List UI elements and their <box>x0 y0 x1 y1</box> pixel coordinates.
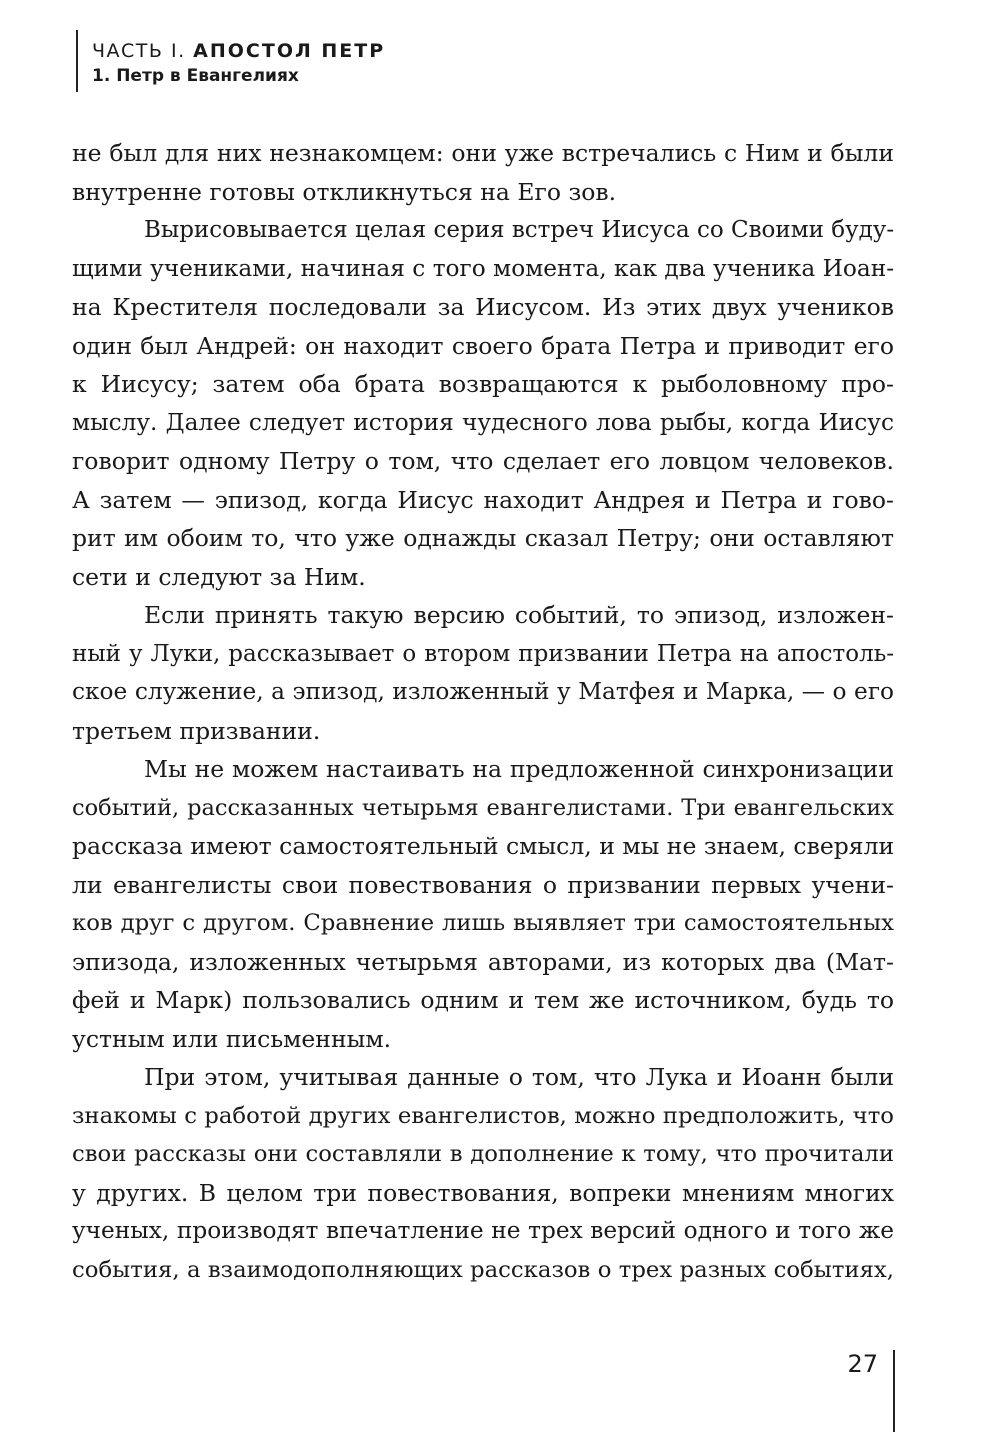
text-line: Если принять такую версию событий, то эпизод, изложен- <box>144 601 894 629</box>
text-line: ков друг с другом. Сравнение лишь выявляет три самостоятельных <box>72 910 894 936</box>
text-line: события, а взаимодополняющих рассказов о трех разных событиях, <box>72 1256 894 1283</box>
text-line: щими учениками, начиная с того момента, как два ученика Иоан- <box>72 254 894 282</box>
text-line: ли евангелисты свои повествования о призвании первых учени- <box>72 870 894 899</box>
text-line: сети и следуют за Ним. <box>72 562 366 591</box>
text-line: к Иисусу; затем оба брата возвращаются к рыболовному про- <box>72 370 894 398</box>
text-line: ный у Луки, рассказывает о втором призвании Петра на апостоль- <box>72 640 894 667</box>
text-line: устным или письменным. <box>72 1024 392 1053</box>
text-line: говорит одному Петру о том, что сделает его ловцом человеков. <box>72 447 894 475</box>
text-line: При этом, учитывая данные о том, что Лука и Иоанн были <box>144 1063 894 1091</box>
text-line: знакомы с работой других евангелистов, можно предположить, что <box>72 1102 894 1129</box>
text-line: рит им обоим то, что уже однажды сказал Петру; они оставляют <box>72 524 894 552</box>
footer-rule <box>893 1350 895 1432</box>
running-title <box>92 38 385 64</box>
running-section: 1. Петр в Евангелиях <box>92 66 299 86</box>
text-line: рассказа имеют самостоятельный смысл, и мы не знаем, сверяли <box>72 832 894 860</box>
text-line: Мы не можем настаивать на предложенной синхронизации <box>144 755 894 783</box>
text-line: на Крестителя последовали за Иисусом. Из этих двух учеников <box>72 293 894 321</box>
text-line: у других. В целом три повествования, вопреки мнениям многих <box>72 1178 894 1207</box>
text-line: фей и Марк) пользовались одним и тем же источником, будь то <box>72 986 894 1014</box>
body-text <box>72 134 894 1289</box>
running-title-part: ЧАСТЬ I. <box>92 40 194 62</box>
page-number: 27 <box>847 1350 878 1378</box>
text-line: внутренне готовы откликнуться на Его зов. <box>72 177 617 206</box>
text-line: эпизода, изложенных четырьмя авторами, из которых два (Мат- <box>72 947 894 976</box>
text-line: ское служение, а эпизод, изложенный у Матфея и Марка, — о его <box>72 678 894 705</box>
text-line: мыслу. Далее следует история чудесного лова рыбы, когда Иисус <box>72 408 894 436</box>
running-header <box>92 38 385 88</box>
text-line: А затем — эпизод, когда Иисус находит Андрея и Петра и гово- <box>72 485 894 514</box>
text-line: ученых, производят впечатление не трех версий одного и того же <box>72 1217 894 1244</box>
text-line: событий, рассказанных четырьмя евангелистами. Три евангельских <box>72 794 894 821</box>
text-line: один был Андрей: он находит своего брата Петра и приводит его <box>72 331 894 360</box>
running-title-name: АПОСТОЛ ПЕТР <box>193 40 386 62</box>
text-line: Вырисовывается целая серия встреч Иисуса со Своими буду- <box>144 217 894 243</box>
text-line: не был для них незнакомцем: они уже встречались с Ним и были <box>72 139 894 167</box>
header-rule <box>76 30 78 92</box>
text-line: третьем призвании. <box>72 716 321 745</box>
text-line: свои рассказы они составляли в дополнение к тому, что прочитали <box>72 1141 894 1167</box>
